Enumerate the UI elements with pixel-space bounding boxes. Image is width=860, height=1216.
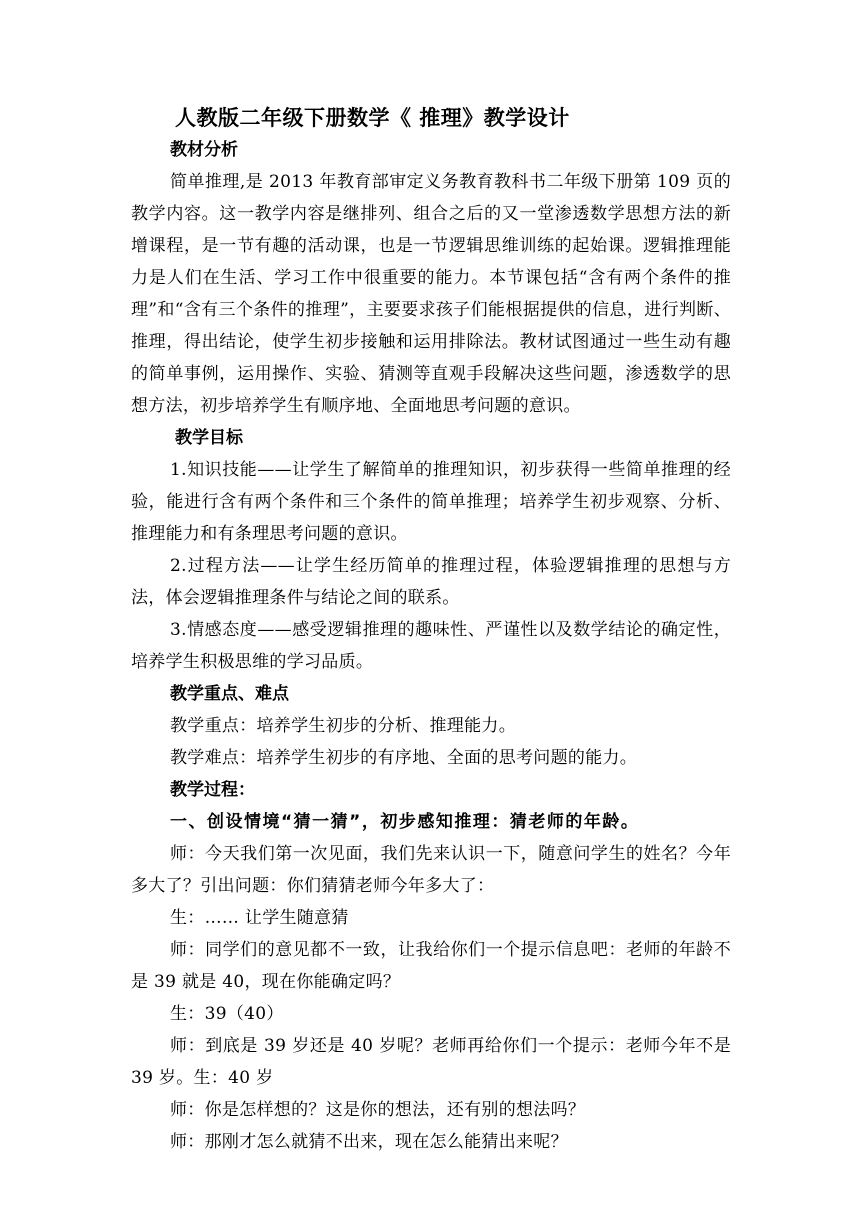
document-body xyxy=(131,102,731,1158)
dialogue-line-1: 师：今天我们第一次见面，我们先来认识一下，随意问学生的姓名？今年多大了？引出问题：你们猜猜老师今年多大了： xyxy=(131,844,731,896)
process-step1-heading: 一、创设情境“猜一猜”，初步感知推理：猜老师的年龄。 xyxy=(170,812,640,832)
section-heading-focus: 教学重点、难点 xyxy=(170,684,289,704)
goal-item-3: 3.情感态度——感受逻辑推理的趣味性、严谨性以及数学结论的确定性，培养学生积极思维的学习品质。 xyxy=(131,620,731,672)
dialogue-line-7: 师：那刚才怎么就猜不出来，现在怎么能猜出来呢？ xyxy=(170,1132,568,1152)
dialogue-line-5: 师：到底是 39 岁还是 40 岁呢？老师再给你们一个提示：老师今年不是 39 岁。生：40 岁 xyxy=(131,1036,731,1088)
key-point-text: 教学重点：培养学生初步的分析、推理能力。 xyxy=(170,716,516,736)
dialogue-line-2: 生：…… 让学生随意猜 xyxy=(170,908,349,928)
dialogue-line-4: 生：39（40） xyxy=(170,1004,284,1024)
section-heading-goals: 教学目标 xyxy=(175,428,243,448)
dialogue-line-3: 师：同学们的意见都不一致，让我给你们一个提示信息吧：老师的年龄不是 39 就是 40，现在你能确定吗？ xyxy=(131,940,731,992)
dialogue-line-6: 师：你是怎样想的？这是你的想法，还有别的想法吗？ xyxy=(170,1100,586,1120)
difficulty-text: 教学难点：培养学生初步的有序地、全面的思考问题的能力。 xyxy=(170,748,638,768)
analysis-paragraph: 简单推理,是 2013 年教育部审定义务教育教科书二年级下册第 109 页的教学内容。这一教学内容是继排列、组合之后的又一堂渗透数学思想方法的新增课程，是一节有趣的活动课，也是一节逻辑思维训练的起始课。逻辑推理能力是人们在生活、学习工作中很重要的能力。本节课包括“含有两个条件的推理”和“含有三个条件的推理”，主要要求孩子们能根据提供的信息，进行判断、推理，得出结论，使学生初步接触和运用排除法。教材试图通过一些生动有趣的简单事例，运用操作、实验、猜测等直观手段解决这些问题，渗透数学的思想方法，初步培养学生有顺序地、全面地思考问题的意识。 xyxy=(131,172,731,416)
goal-item-2: 2.过程方法——让学生经历简单的推理过程，体验逻辑推理的思想与方法，体会逻辑推理条件与结论之间的联系。 xyxy=(131,556,731,608)
goal-item-1: 1.知识技能——让学生了解简单的推理知识，初步获得一些简单推理的经验，能进行含有两个条件和三个条件的简单推理；培养学生初步观察、分析、推理能力和有条理思考问题的意识。 xyxy=(131,460,731,544)
document-title: 人教版二年级下册数学《 推理》教学设计 xyxy=(175,106,570,130)
section-heading-process: 教学过程： xyxy=(170,780,255,800)
section-heading-analysis: 教材分析 xyxy=(170,140,238,160)
